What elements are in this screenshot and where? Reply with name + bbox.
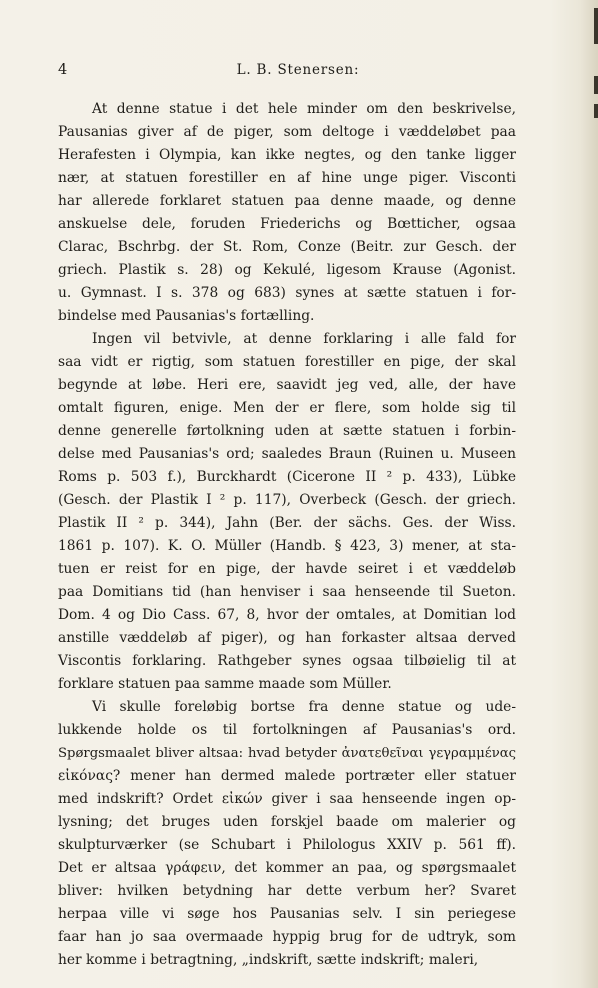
text-line: delse med Pausanias's ord; saaledes Braun (Ruinen u. Museen: [58, 446, 516, 462]
text-line: bindelse med Pausanias's fortælling.: [58, 308, 315, 324]
page-edge-mark: [594, 8, 598, 44]
text-line: denne generelle førtolkning uden at sætte statuen i forbin-: [58, 423, 516, 439]
text-line: saa vidt er rigtig, som statuen forestiller en pige, der skal: [58, 354, 516, 370]
text-line: Roms p. 503 f.), Burckhardt (Cicerone II ² p. 433), Lübke: [58, 469, 516, 485]
page-header: [58, 62, 538, 82]
text-line: Det er altsaa γράφειν, det kommer an paa, og spørgsmaalet: [58, 860, 516, 876]
text-line: har allerede forklaret statuen paa denne maade, og denne: [58, 193, 516, 209]
text-line: Spørgsmaalet bliver altsaa: hvad betyder ἀνατεθεῖναι γεγραμμένας: [58, 746, 516, 761]
text-line: lukkende holde os til fortolkningen af Pausanias's ord.: [58, 722, 516, 738]
text-line: nær, at statuen forestiller en af hine unge piger. Visconti: [58, 170, 516, 186]
body-text: [58, 98, 516, 972]
text-line: anskuelse dele, foruden Friederichs og Bœtticher, ogsaa: [58, 216, 516, 232]
text-line: 1861 p. 107). K. O. Müller (Handb. § 423, 3) mener, at sta-: [58, 538, 516, 554]
text-line: Plastik II ² p. 344), Jahn (Ber. der sächs. Ges. der Wiss.: [58, 515, 516, 531]
text-line: Pausanias giver af de piger, som deltoge i væddeløbet paa: [58, 124, 516, 140]
text-line: Herafesten i Olympia, kan ikke negtes, og den tanke ligger: [58, 147, 516, 163]
text-line: Dom. 4 og Dio Cass. 67, 8, hvor der omtales, at Domitian lod: [58, 607, 516, 623]
text-line: herpaa ville vi søge hos Pausanias selv. I sin periegese: [58, 906, 516, 922]
page-edge-mark: [594, 76, 598, 94]
text-line: Viscontis forklaring. Rathgeber synes ogsaa tilbøielig til at: [58, 653, 516, 669]
running-head: L. B. Stenersen:: [236, 62, 360, 78]
text-line: bliver: hvilken betydning har dette verbum her? Svaret: [58, 883, 516, 899]
page-edge-mark: [594, 104, 598, 118]
text-line: skulpturværker (se Schubart i Philologus XXIV p. 561 ff).: [58, 837, 516, 853]
text-line: Ingen vil betvivle, at denne forklaring i alle fald for: [92, 331, 516, 347]
text-line: lysning; det bruges uden forskjel baade om malerier og: [58, 814, 516, 830]
text-line: griech. Plastik s. 28) og Kekulé, ligesom Krause (Agonist.: [58, 262, 516, 278]
text-line: her komme i betragtning, „indskrift, sætte indskrift; maleri,: [58, 952, 479, 968]
page-number: 4: [58, 62, 68, 78]
text-line: Vi skulle foreløbig bortse fra denne statue og ude-: [92, 699, 516, 715]
text-line: med indskrift? Ordet εἰκών giver i saa henseende ingen op-: [58, 791, 516, 807]
text-line: anstille væddeløb af piger), og han forkaster altsaa derved: [58, 630, 516, 646]
text-line: tuen er reist for en pige, der havde seiret i et væddeløb: [58, 561, 516, 577]
text-line: forklare statuen paa samme maade som Müller.: [58, 676, 392, 692]
text-line: εἰκόνας? mener han dermed malede portræter eller statuer: [58, 768, 516, 784]
text-line: faar han jo saa overmaade hyppig brug for de udtryk, som: [58, 929, 516, 945]
text-line: u. Gymnast. I s. 378 og 683) synes at sætte statuen i for-: [58, 285, 516, 301]
text-line: (Gesch. der Plastik I ² p. 117), Overbeck (Gesch. der griech.: [58, 492, 516, 508]
text-line: Clarac, Bschrbg. der St. Rom, Conze (Beitr. zur Gesch. der: [58, 239, 516, 255]
text-line: paa Domitians tid (han henviser i saa henseende til Sueton.: [58, 584, 516, 600]
text-line: At denne statue i det hele minder om den beskrivelse,: [92, 101, 516, 117]
text-line: omtalt figuren, enige. Men der er flere, som holde sig til: [58, 400, 516, 416]
text-line: begynde at løbe. Heri ere, saavidt jeg ved, alle, der have: [58, 377, 516, 393]
